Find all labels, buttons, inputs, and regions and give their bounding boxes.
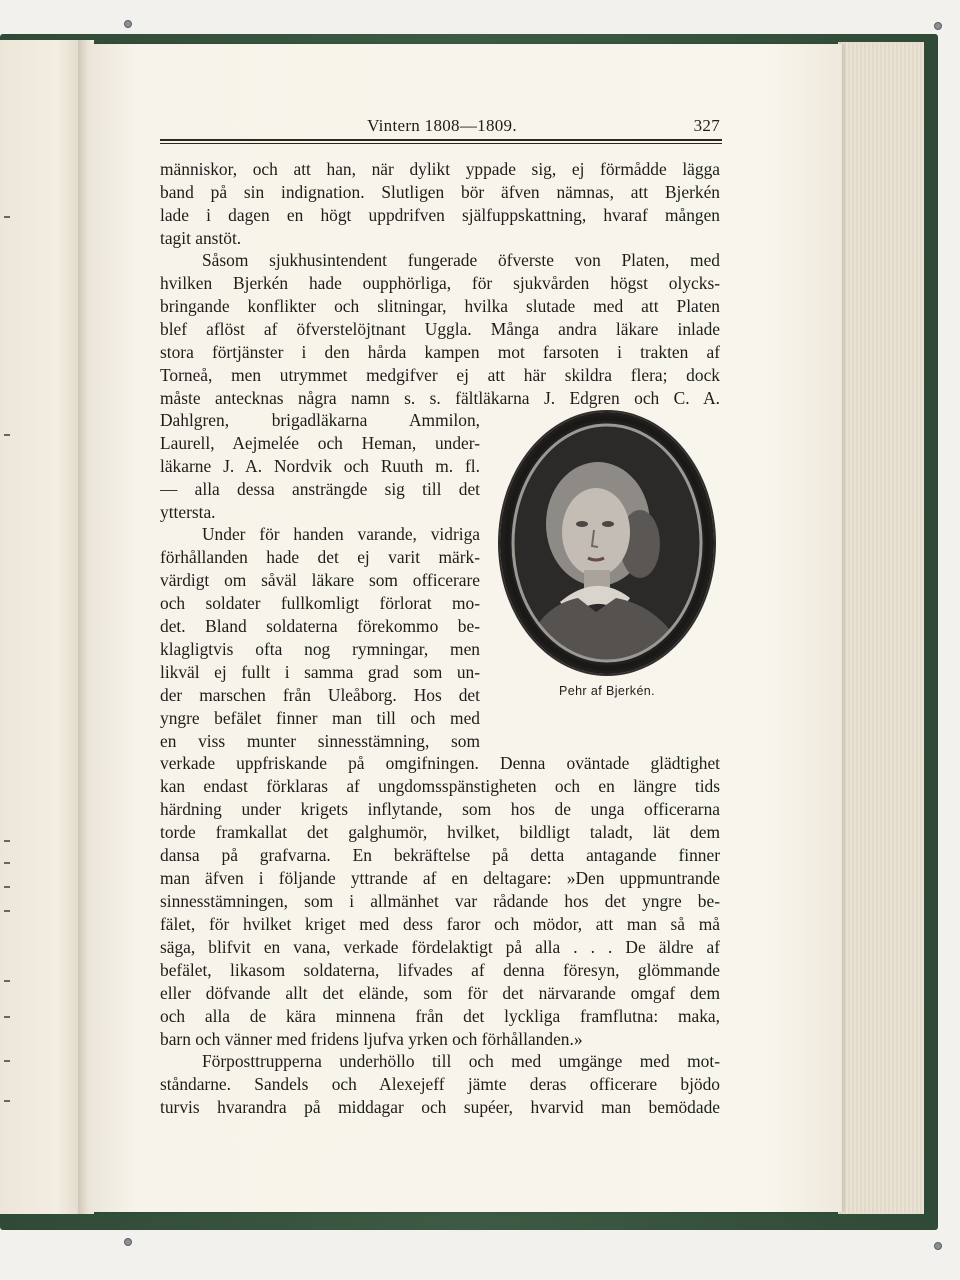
text-line: barn och vänner med fridens ljufva yrken och förhållanden.»	[160, 1029, 583, 1049]
header-rule-thin	[160, 143, 722, 144]
text-line: kan endast förklaras af ungdomsspänstigheten och en längre tids	[160, 776, 720, 796]
text-line: hvilken Bjerkén hade oupphörliga, för sjukvården högst olycks-	[160, 273, 720, 293]
text-line: man äfven i följande yttrande af en deltagare: »Den uppmuntrande	[160, 868, 720, 888]
text-line: klagligtvis ofta nog rymningar, men	[160, 639, 480, 659]
pin-icon	[934, 22, 942, 30]
text-line: säga, blifvit en vana, verkade fördelaktigt på alla . . . De äldre af	[160, 937, 720, 957]
text-line: likväl ej fullt i samma grad som un-	[160, 662, 480, 682]
text-line: band på sin indignation. Slutligen bör äfven nämnas, att Bjerkén	[160, 182, 720, 202]
text-line: lade i dagen en högt uppdrifven själfuppskattning, hvaraf mången	[160, 205, 720, 225]
text-line: verkade uppfriskande på omgifningen. Denna oväntade glädtighet	[160, 753, 720, 773]
text-line: och alla de kära minnena från det lyckliga framflutna: maka,	[160, 1006, 720, 1026]
portrait-caption: Pehr af Bjerkén.	[558, 684, 656, 698]
text-line: torde framkallat det galghumör, hvilket, bildligt taladt, lät dem	[160, 822, 720, 842]
header-rule	[160, 139, 722, 141]
text-line: det. Bland soldaterna förekommo be-	[160, 616, 480, 636]
text-line: människor, och att han, när dylikt yppade sig, ej förmådde lägga	[160, 159, 720, 179]
text-line: Torneå, men utrymmet medgifver ej att här skildra flera; dock	[160, 365, 720, 385]
text-line: Under för handen varande, vidriga	[202, 524, 480, 544]
text-line: — alla dessa ansträngde sig till det	[160, 479, 480, 499]
text-line: Dahlgren, brigadläkarna Ammilon,	[160, 410, 480, 430]
text-line: värdigt om såväl läkare som officerare	[160, 570, 480, 590]
text-line: härdning under krigets inflytande, som hos de unga officerarna	[160, 799, 720, 819]
text-line: der marschen från Uleåborg. Hos det	[160, 685, 480, 705]
text-line: tagit anstöt.	[160, 228, 242, 248]
text-line: Förposttrupperna underhöllo till och med umgänge med mot-	[202, 1051, 720, 1071]
text-line: förhållanden hade det ej varit märk-	[160, 547, 480, 567]
text-line: befälet, likasom soldaterna, lifvades af denna föresyn, glömmande	[160, 960, 720, 980]
text-line: ståndarne. Sandels och Alexejeff jämte deras officerare bjödo	[160, 1074, 720, 1094]
pin-icon	[124, 1238, 132, 1246]
text-line: Såsom sjukhusintendent fungerade öfverste von Platen, med	[202, 250, 720, 270]
text-line: bringande konflikter och slitningar, hvilka slutade med att Platen	[160, 296, 720, 316]
text-line: en viss munter sinnesstämning, som	[160, 731, 480, 751]
portrait-image	[500, 412, 714, 674]
page-stack-edge	[838, 42, 924, 1214]
running-head-title: Vintern 1808—1809.	[367, 116, 517, 135]
text-line: yngre befälet finner man till och med	[160, 708, 480, 728]
text-line: stora förtjänster i den hårda kampen mot farsoten i trakten af	[160, 342, 720, 362]
page-number: 327	[693, 116, 720, 135]
text-line: måste antecknas några namn s. s. fältläkarna J. Edgren och C. A.	[160, 388, 720, 408]
pin-icon	[124, 20, 132, 28]
running-head	[162, 114, 722, 138]
text-line: och soldater fullkomligt förlorat mo-	[160, 593, 480, 613]
text-line: sinnesstämningen, som i allmänhet var rådande hos det yngre be-	[160, 891, 720, 911]
pin-icon	[934, 1242, 942, 1250]
text-line: läkarne J. A. Nordvik och Ruuth m. fl.	[160, 456, 480, 476]
text-line: eller döfvande allt det elände, som för det närvarande omgaf dem	[160, 983, 720, 1003]
text-line: Laurell, Aejmelée och Heman, under-	[160, 433, 480, 453]
text-line: yttersta.	[160, 502, 216, 522]
text-line: dansa på grafvarna. En bekräftelse på detta antagande finner	[160, 845, 720, 865]
text-line: blef aflöst af öfverstelöjtnant Uggla. Många andra läkare inlade	[160, 319, 720, 339]
text-line: turvis hvarandra på middagar och supéer, hvarvid man bemödade	[160, 1097, 720, 1117]
text-line: fälet, för hvilket kriget med dess faror och mödor, att man så må	[160, 914, 720, 934]
left-page-edge	[0, 40, 80, 1214]
